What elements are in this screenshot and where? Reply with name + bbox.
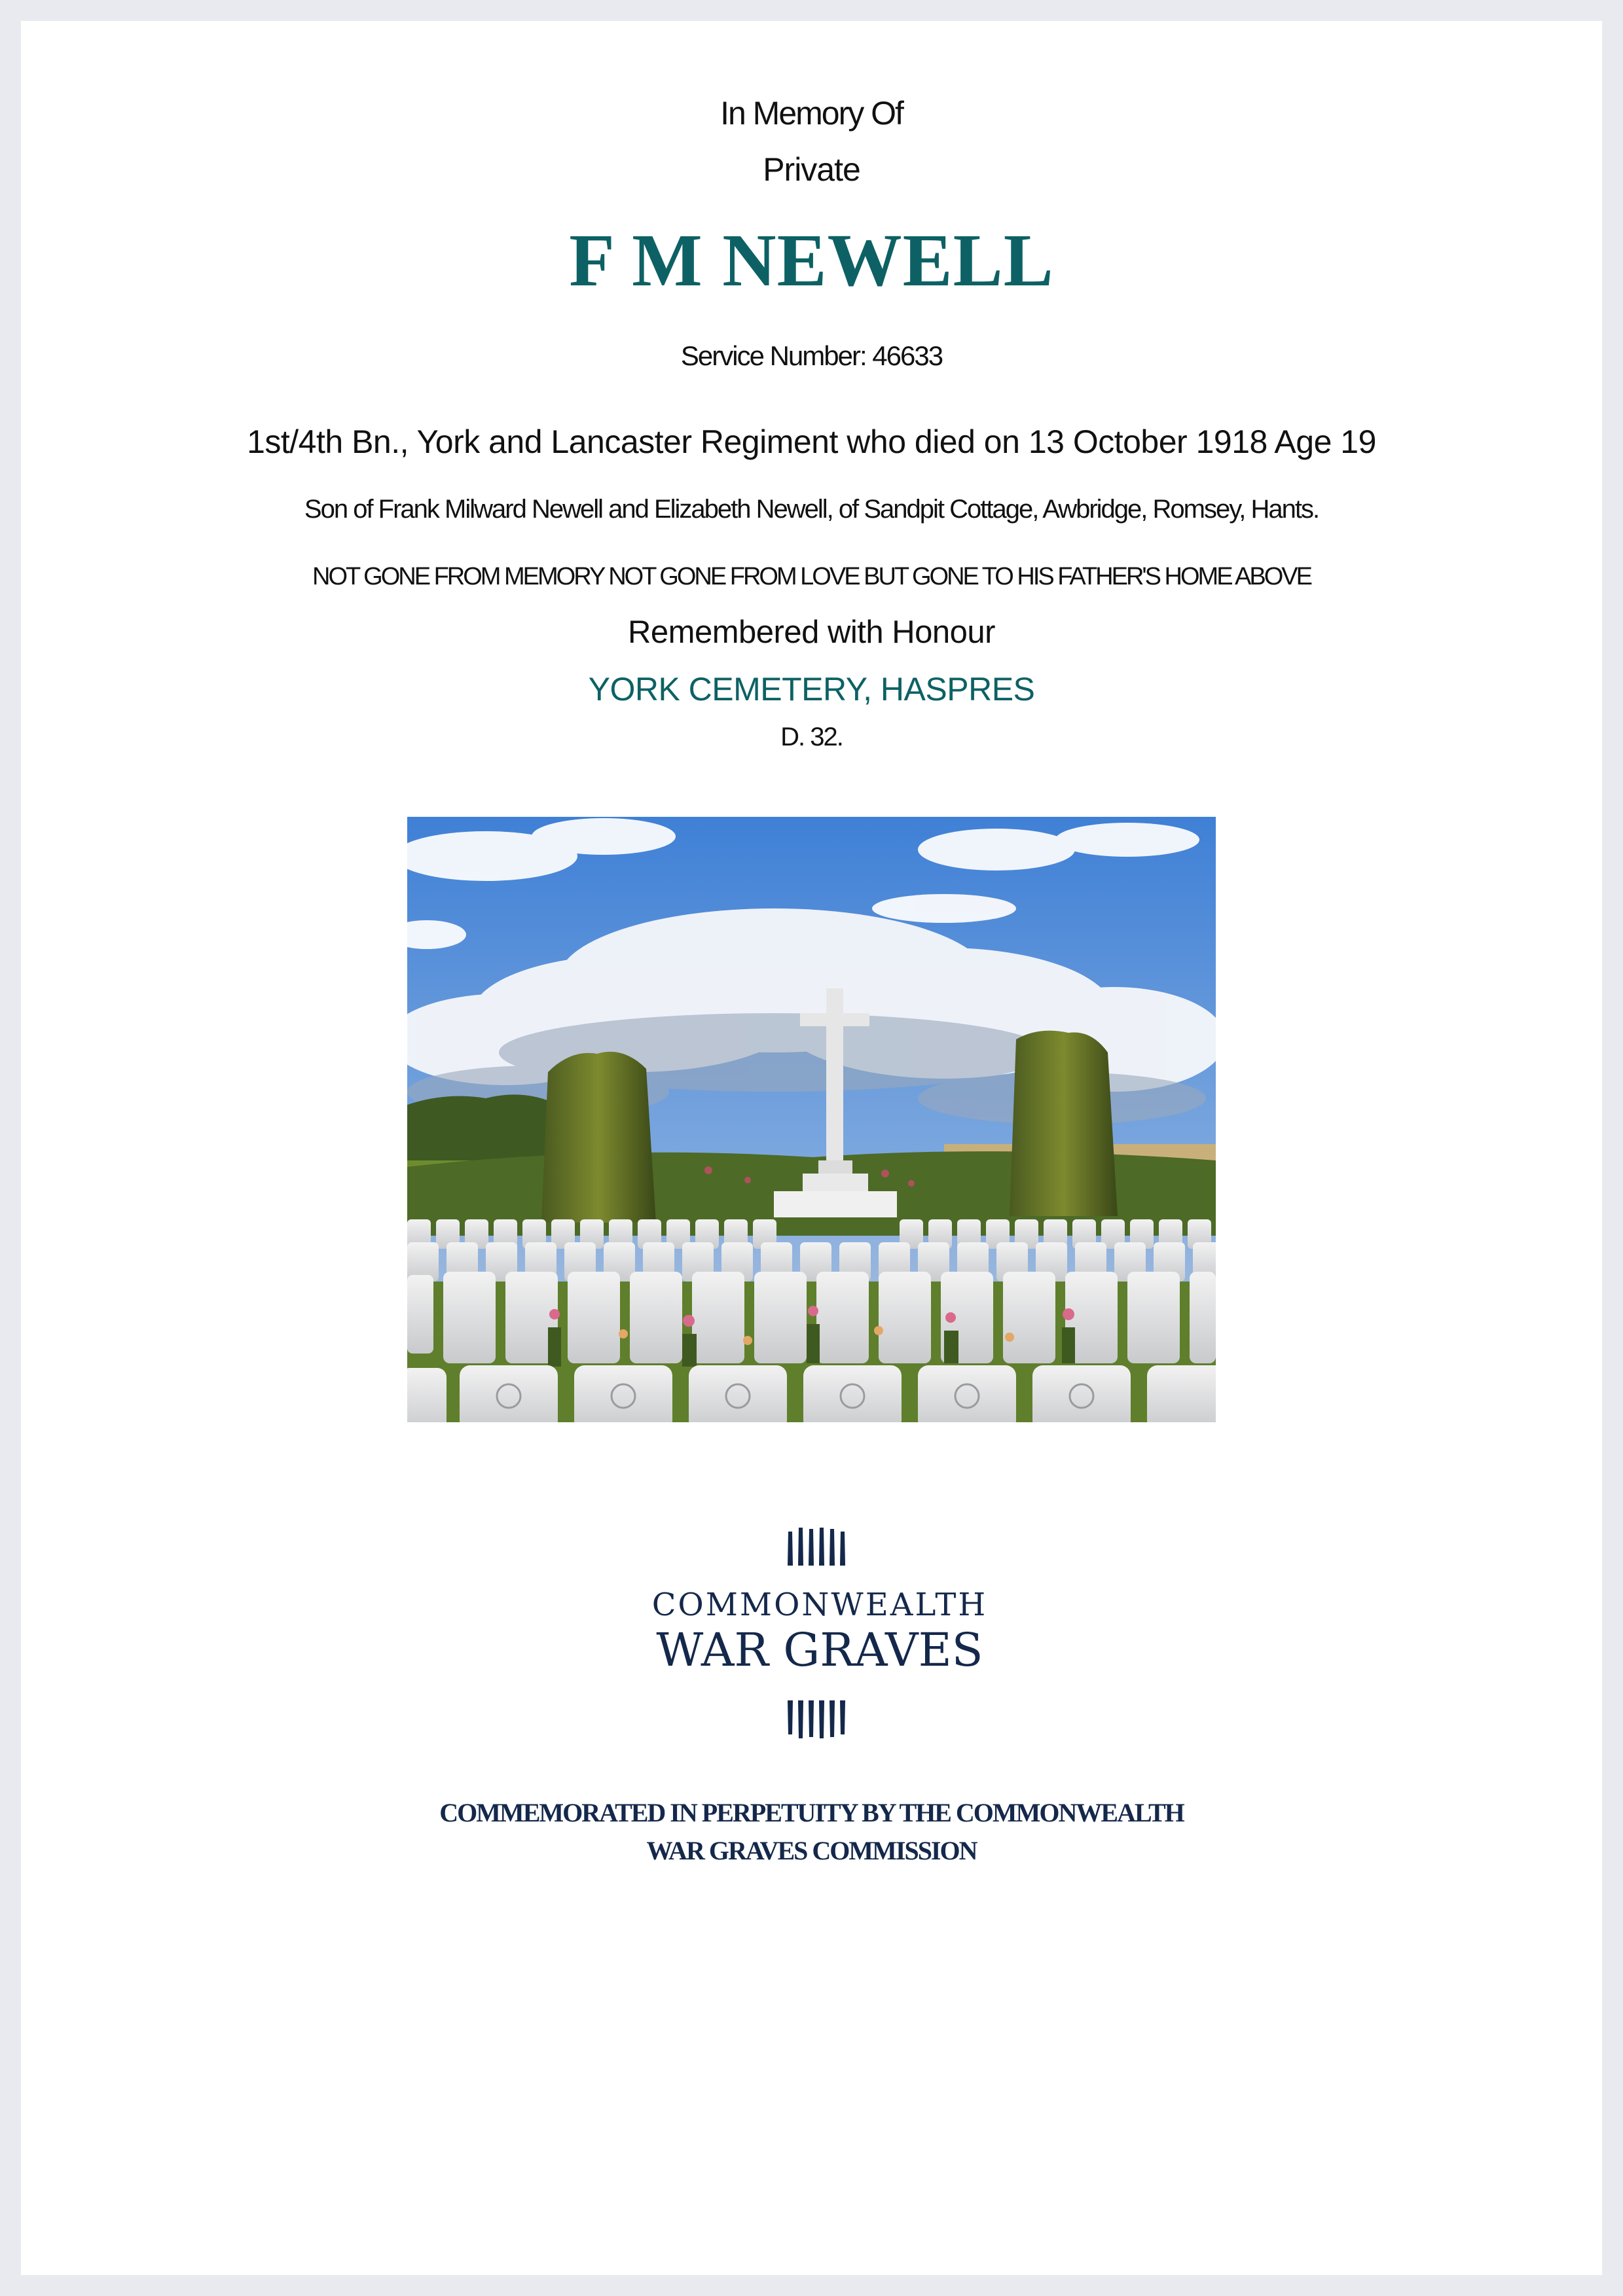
logo-bars-bottom-icon (636, 1699, 1003, 1740)
certificate-page (21, 21, 1602, 2275)
logo-line2: WAR GRAVES (656, 1623, 983, 1677)
grave-reference: D. 32. (780, 723, 843, 751)
cwgc-logo (636, 1513, 1003, 1749)
cemetery-name: YORK CEMETERY, HASPRES (588, 671, 1035, 708)
logo-bars-top-icon (636, 1526, 1003, 1567)
commemoration-line2: WAR GRAVES COMMISSION (646, 1836, 977, 1865)
logo-line1: COMMONWEALTH (651, 1587, 988, 1623)
commemoration-line1: COMMEMORATED IN PERPETUITY BY THE COMMONWEALTH (439, 1798, 1184, 1827)
family-line: Son of Frank Milward Newell and Elizabeth Newell, of Sandpit Cottage, Awbridge, Romsey, Hants. (304, 495, 1319, 524)
memorial-heading: In Memory Of (720, 95, 903, 132)
honour-line: Remembered with Honour (628, 615, 995, 650)
casualty-name: F M NEWELL (569, 219, 1054, 302)
headstone-inscription: NOT GONE FROM MEMORY NOT GONE FROM LOVE BUT GONE TO HIS FATHER'S HOME ABOVE (312, 563, 1311, 590)
unit-death-line: 1st/4th Bn., York and Lancaster Regiment who died on 13 October 1918 Age 19 (247, 423, 1376, 460)
cemetery-photo (407, 817, 1216, 1422)
rank-label: Private (763, 151, 860, 188)
service-number: Service Number: 46633 (680, 340, 943, 371)
